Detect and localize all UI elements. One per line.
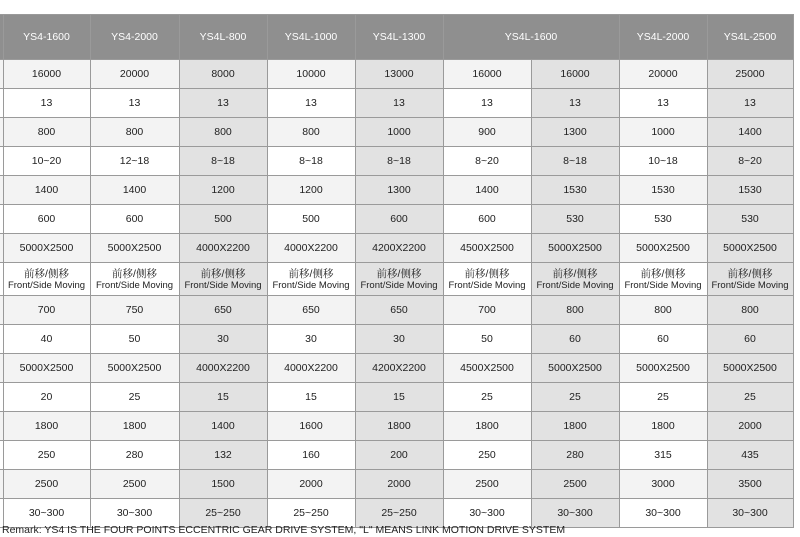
table-cell: 30~300 (707, 499, 793, 528)
remark-note: Remark: YS4 IS THE FOUR POINTS ECCENTRIC GEAR DRIVE SYSTEM, "L" MEANS LINK MOTION DRIVE SYSTEM (2, 524, 566, 536)
cell-label-en: Front/Side Moving (536, 279, 614, 291)
table-cell: 1300 (355, 176, 443, 205)
table-cell: 25~250 (179, 499, 267, 528)
cell-label-en: Front/Side Moving (360, 279, 438, 291)
table-cell: 50 (443, 325, 531, 354)
cell-label-en: Front/Side Moving (711, 279, 789, 291)
table-row (0, 296, 793, 325)
table-cell: 8~18 (355, 147, 443, 176)
table-cell: 3000 (619, 470, 707, 499)
table-cell: 13 (619, 89, 707, 118)
table-row (0, 470, 793, 499)
table-cell: 435 (707, 441, 793, 470)
table-cell: 650 (179, 296, 267, 325)
table-cell: 1400 (707, 118, 793, 147)
table-cell: 1400 (179, 412, 267, 441)
table-cell: 30 (179, 325, 267, 354)
table-cell: 40 (3, 325, 90, 354)
table-cell: 8~20 (443, 147, 531, 176)
table-cell: 500 (179, 205, 267, 234)
table-row (0, 118, 793, 147)
table-cell: 20000 (90, 60, 179, 89)
table-cell: 280 (90, 441, 179, 470)
table-cell: 20000 (619, 60, 707, 89)
table-cell: 160 (267, 441, 355, 470)
table-cell: 2000 (267, 470, 355, 499)
table-cell: 13 (707, 89, 793, 118)
table-cell: 25~250 (267, 499, 355, 528)
table-cell: 2000 (355, 470, 443, 499)
table-cell (179, 263, 267, 296)
table-cell: 4000X2200 (267, 354, 355, 383)
table-cell: 50 (90, 325, 179, 354)
model-header: YS4L-2000 (619, 15, 707, 60)
table-cell: 2500 (3, 470, 90, 499)
table-cell: 1000 (355, 118, 443, 147)
table-cell: 25~250 (355, 499, 443, 528)
table-cell: 25 (707, 383, 793, 412)
table-row (0, 383, 793, 412)
table-cell: 1800 (619, 412, 707, 441)
table-cell: 30~300 (90, 499, 179, 528)
table-cell: 5000X2500 (619, 234, 707, 263)
spec-table (0, 14, 794, 528)
spec-body (0, 60, 793, 528)
table-cell: 5000X2500 (531, 354, 619, 383)
table-cell (267, 263, 355, 296)
table-cell: 530 (707, 205, 793, 234)
table-cell: 25 (443, 383, 531, 412)
table-cell: 5000X2500 (90, 354, 179, 383)
table-cell: 4500X2500 (443, 354, 531, 383)
table-cell: 4000X2200 (179, 234, 267, 263)
table-cell: 13 (531, 89, 619, 118)
table-cell: 250 (443, 441, 531, 470)
cell-label-cn: 前移/侧移 (112, 267, 157, 280)
table-cell: 1800 (90, 412, 179, 441)
cell-label-cn: 前移/侧移 (727, 267, 773, 280)
table-cell: 25 (619, 383, 707, 412)
table-cell: 13 (355, 89, 443, 118)
table-cell: 20 (3, 383, 90, 412)
table-cell: 132 (179, 441, 267, 470)
table-cell: 800 (179, 118, 267, 147)
table-cell: 200 (355, 441, 443, 470)
table-cell: 1400 (90, 176, 179, 205)
table-row (0, 176, 793, 205)
table-cell: 1400 (443, 176, 531, 205)
table-cell: 10~20 (3, 147, 90, 176)
table-cell: 800 (267, 118, 355, 147)
table-cell: 8~18 (179, 147, 267, 176)
table-cell: 1200 (267, 176, 355, 205)
table-cell: 60 (531, 325, 619, 354)
table-cell: 12~18 (90, 147, 179, 176)
table-cell: 5000X2500 (90, 234, 179, 263)
cell-label-en: Front/Side Moving (184, 279, 262, 291)
model-header: YS4L-1000 (267, 15, 355, 60)
table-cell: 1530 (707, 176, 793, 205)
table-cell: 2500 (531, 470, 619, 499)
table-cell: 8000 (179, 60, 267, 89)
table-cell: 250 (3, 441, 90, 470)
table-cell: 500 (267, 205, 355, 234)
model-header: YS4L-800 (179, 15, 267, 60)
table-cell: 25 (90, 383, 179, 412)
table-cell: 10~18 (619, 147, 707, 176)
table-cell (619, 263, 707, 296)
table-cell: 30 (267, 325, 355, 354)
cell-label-cn: 前移/侧移 (288, 267, 334, 280)
table-cell: 1800 (3, 412, 90, 441)
table-cell: 10000 (267, 60, 355, 89)
model-header: YS4L-1600 (443, 15, 619, 60)
table-cell: 5000X2500 (3, 354, 90, 383)
cell-label-en: Front/Side Moving (624, 279, 702, 291)
table-cell: 650 (267, 296, 355, 325)
table-cell: 1800 (355, 412, 443, 441)
table-cell: 800 (90, 118, 179, 147)
table-cell: 30~300 (619, 499, 707, 528)
table-cell: 60 (619, 325, 707, 354)
table-cell: 16000 (443, 60, 531, 89)
table-cell: 800 (707, 296, 793, 325)
header-row (0, 15, 793, 60)
table-cell: 700 (3, 296, 90, 325)
table-cell: 530 (531, 205, 619, 234)
table-cell: 600 (3, 205, 90, 234)
table-cell (90, 263, 179, 296)
table-row (0, 441, 793, 470)
table-cell: 15 (267, 383, 355, 412)
model-header: YS4L-2500 (707, 15, 793, 60)
table-cell: 4000X2200 (267, 234, 355, 263)
table-cell: 13 (179, 89, 267, 118)
table-cell: 1800 (531, 412, 619, 441)
table-cell (707, 263, 793, 296)
table-cell: 1530 (531, 176, 619, 205)
table-cell: 8~18 (267, 147, 355, 176)
table-cell: 750 (90, 296, 179, 325)
cell-label-en: Front/Side Moving (7, 279, 86, 291)
table-row (0, 354, 793, 383)
table-cell: 16000 (531, 60, 619, 89)
cell-label-en: Front/Side Moving (448, 279, 526, 291)
table-cell: 5000X2500 (707, 354, 793, 383)
table-cell: 13 (443, 89, 531, 118)
table-cell: 4500X2500 (443, 234, 531, 263)
table-cell: 13 (90, 89, 179, 118)
table-cell: 700 (443, 296, 531, 325)
table-cell: 2500 (443, 470, 531, 499)
table-cell: 600 (90, 205, 179, 234)
table-cell: 30~300 (531, 499, 619, 528)
table-cell: 1300 (531, 118, 619, 147)
cell-label-en: Front/Side Moving (272, 279, 350, 291)
table-cell: 600 (355, 205, 443, 234)
table-cell: 13 (267, 89, 355, 118)
table-cell (355, 263, 443, 296)
table-cell: 13 (3, 89, 90, 118)
table-cell: 280 (531, 441, 619, 470)
table-cell: 1400 (3, 176, 90, 205)
table-cell: 8~18 (531, 147, 619, 176)
table-cell: 25000 (707, 60, 793, 89)
table-row (0, 205, 793, 234)
table-cell: 16000 (3, 60, 90, 89)
model-header: YS4-2000 (90, 15, 179, 60)
table-cell: 30~300 (443, 499, 531, 528)
table-row (0, 60, 793, 89)
table-cell: 15 (355, 383, 443, 412)
table-cell: 4200X2200 (355, 234, 443, 263)
table-row (0, 263, 793, 296)
table-cell (3, 263, 90, 296)
table-cell: 30~300 (3, 499, 90, 528)
table-cell: 315 (619, 441, 707, 470)
table-cell: 5000X2500 (531, 234, 619, 263)
table-cell: 1800 (443, 412, 531, 441)
table-cell: 1500 (179, 470, 267, 499)
table-cell: 800 (619, 296, 707, 325)
cell-label-cn: 前移/侧移 (24, 267, 69, 280)
table-cell: 8~20 (707, 147, 793, 176)
cell-label-cn: 前移/侧移 (200, 267, 246, 280)
table-cell: 1530 (619, 176, 707, 205)
cell-label-cn: 前移/侧移 (640, 267, 686, 280)
cell-label-cn: 前移/侧移 (376, 267, 422, 280)
table-row (0, 412, 793, 441)
table-cell: 1000 (619, 118, 707, 147)
table-cell: 4200X2200 (355, 354, 443, 383)
table-row (0, 325, 793, 354)
table-cell: 650 (355, 296, 443, 325)
cell-label-cn: 前移/侧移 (464, 267, 510, 280)
table-cell (531, 263, 619, 296)
model-header: YS4L-1300 (355, 15, 443, 60)
table-cell: 30 (355, 325, 443, 354)
table-row (0, 147, 793, 176)
table-cell: 5000X2500 (707, 234, 793, 263)
table-cell: 1200 (179, 176, 267, 205)
table-cell: 1600 (267, 412, 355, 441)
table-cell: 530 (619, 205, 707, 234)
table-cell: 2500 (90, 470, 179, 499)
table-cell (443, 263, 531, 296)
table-cell: 5000X2500 (619, 354, 707, 383)
cell-label-en: Front/Side Moving (95, 279, 174, 291)
table-cell: 900 (443, 118, 531, 147)
table-cell: 600 (443, 205, 531, 234)
model-header: YS4-1600 (3, 15, 90, 60)
cell-label-cn: 前移/侧移 (552, 267, 598, 280)
table-cell: 15 (179, 383, 267, 412)
table-cell: 800 (531, 296, 619, 325)
table-cell: 2000 (707, 412, 793, 441)
table-cell: 5000X2500 (3, 234, 90, 263)
table-cell: 800 (3, 118, 90, 147)
table-row (0, 234, 793, 263)
table-cell: 13000 (355, 60, 443, 89)
table-row (0, 89, 793, 118)
table-cell: 3500 (707, 470, 793, 499)
table-cell: 60 (707, 325, 793, 354)
table-cell: 25 (531, 383, 619, 412)
table-cell: 4000X2200 (179, 354, 267, 383)
